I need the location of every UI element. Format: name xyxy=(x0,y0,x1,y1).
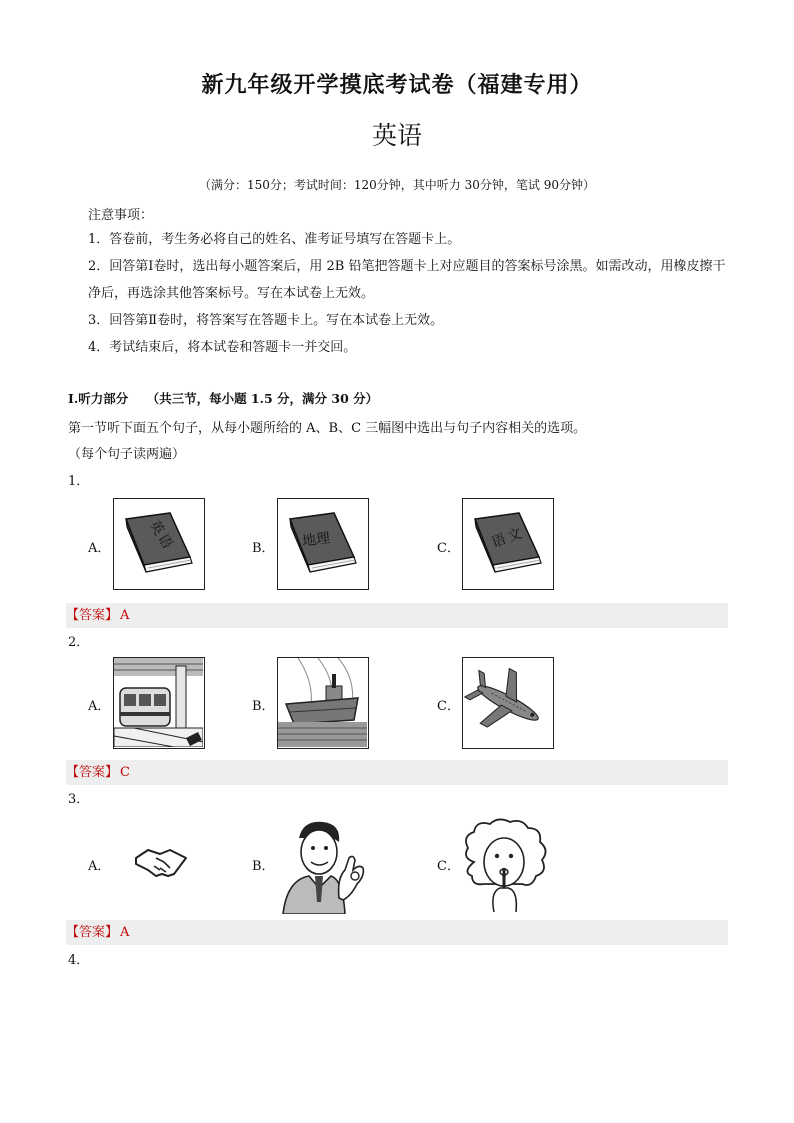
answer-row xyxy=(66,603,728,628)
note-item: 3．回答第Ⅱ卷时，将答案写在答题卡上。写在本试卷上无效。 xyxy=(88,313,444,328)
answer-label: 【答案】 xyxy=(66,925,119,940)
option-label: C． xyxy=(437,699,460,714)
question-number: 2． xyxy=(68,635,90,650)
answer-value: A xyxy=(120,608,130,623)
answer-label: 【答案】 xyxy=(66,608,119,623)
note-item: 1．答卷前，考生务必将自己的姓名、准考证号填写在答题卡上。 xyxy=(88,232,461,247)
train-image[interactable] xyxy=(113,657,205,749)
exam-subject: 英语 xyxy=(371,121,422,150)
section-instruction: 第一节听下面五个句子，从每小题所给的 A、B、C 三幅图中选出与句子内容相关的选项。 xyxy=(68,421,587,436)
option-label: B． xyxy=(252,541,275,556)
option-label: B． xyxy=(252,859,275,874)
answer-value: C xyxy=(120,765,130,780)
notes-heading: 注意事项： xyxy=(88,208,154,223)
book-label: 地理 xyxy=(301,530,332,550)
answer-value: A xyxy=(120,925,130,940)
answer-row xyxy=(66,760,728,785)
question-number: 1． xyxy=(68,474,90,489)
ship-image[interactable] xyxy=(277,657,369,749)
airplane-image[interactable] xyxy=(462,657,554,749)
option-label: C． xyxy=(437,859,460,874)
answer-row xyxy=(66,920,728,945)
question-number: 3． xyxy=(68,792,90,807)
option-label: A． xyxy=(88,859,111,874)
book-label: 语文 xyxy=(489,524,528,552)
note-item: 2．回答第Ⅰ卷时，选出每小题答案后，用 2B 铅笔把答题卡上对应题目的答案标号涂黑。如需改动，用橡皮擦干净后，再选涂其他答案标号。写在本试卷上无效。 xyxy=(88,259,726,301)
section-note: （每个句子读两遍） xyxy=(68,447,186,462)
section-heading xyxy=(68,389,378,407)
quiet-gesture-image[interactable] xyxy=(460,818,550,916)
exam-title: 新九年级开学摸底考试卷（福建专用） xyxy=(201,72,593,98)
handshake-image[interactable] xyxy=(134,844,188,884)
option-label: B． xyxy=(252,699,275,714)
option-label: C． xyxy=(437,541,460,556)
answer-label: 【答案】 xyxy=(66,765,119,780)
section-detail: （共三节，每小题 1.5 分，满分 30 分） xyxy=(146,391,379,406)
book-label: 英语 xyxy=(145,517,177,554)
note-item: 4．考试结束后，将本试卷和答题卡一并交回。 xyxy=(88,340,357,355)
option-label: A． xyxy=(88,541,111,556)
question-number: 4． xyxy=(68,953,90,968)
option-label: A． xyxy=(88,699,111,714)
exam-meta: （满分：150分；考试时间：120分钟，其中听力 30分钟，笔试 90分钟） xyxy=(199,178,595,192)
book-english-image[interactable] xyxy=(113,498,205,590)
book-chinese-image[interactable] xyxy=(462,498,554,590)
book-geography-image[interactable] xyxy=(277,498,369,590)
section-title: Ⅰ.听力部分 xyxy=(68,391,129,406)
ok-gesture-man-image[interactable] xyxy=(273,818,369,918)
